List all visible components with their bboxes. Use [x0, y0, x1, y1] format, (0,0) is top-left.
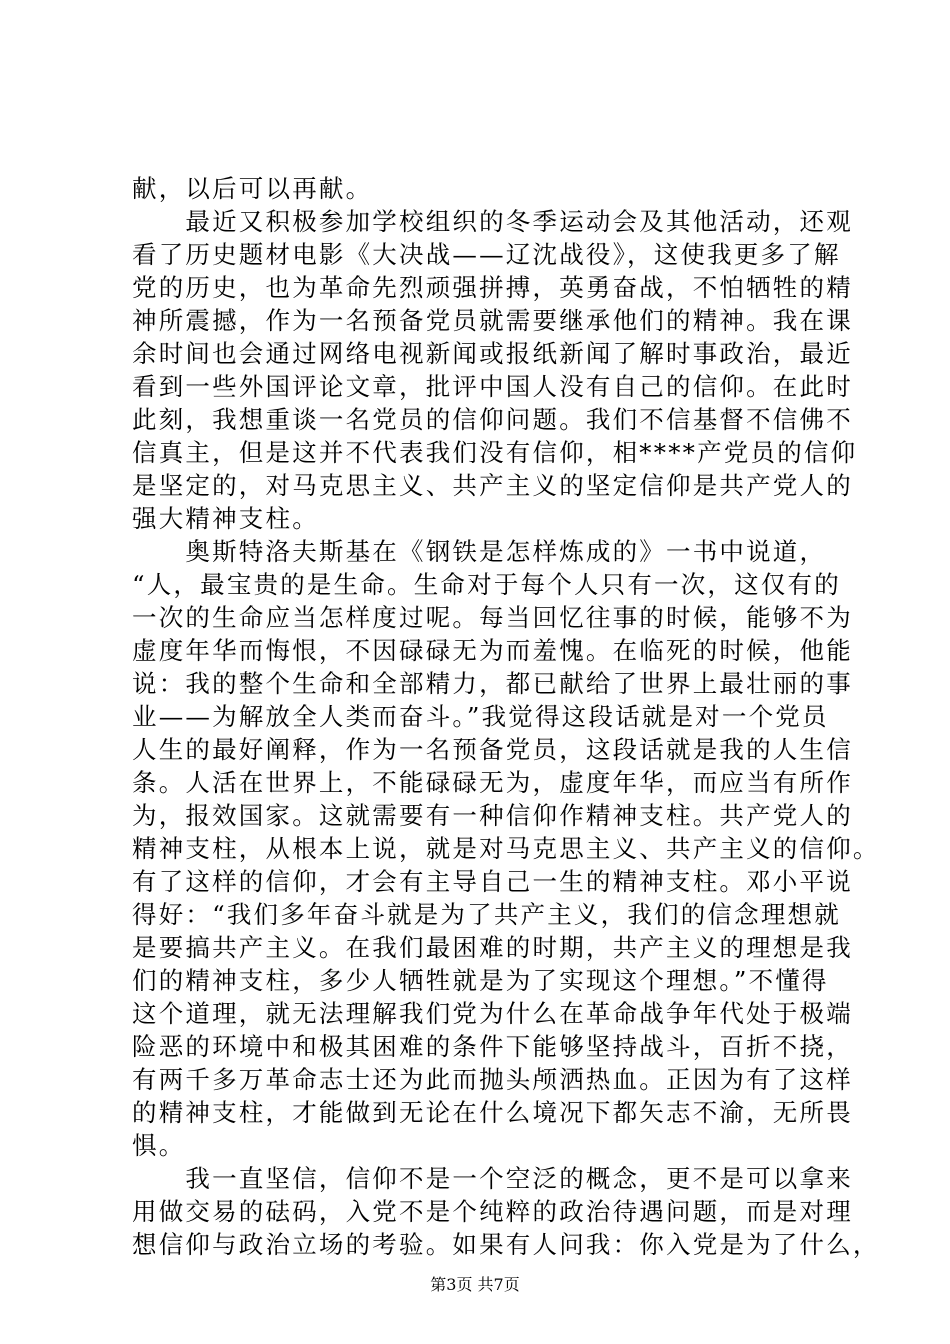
text-line: 说：我的整个生命和全部精力，都已献给了世界上最壮丽的事: [132, 669, 853, 698]
text-line: 我一直坚信，信仰不是一个空泛的概念，更不是可以拿来: [132, 1164, 853, 1193]
text-line: 看到一些外国评论文章，批评中国人没有自己的信仰。在此时: [132, 372, 853, 401]
text-line: 此刻，我想重谈一名党员的信仰问题。我们不信基督不信佛不: [132, 405, 853, 434]
text-line: 得好：“我们多年奋斗就是为了共产主义，我们的信念理想就: [132, 900, 841, 929]
text-line: 最近又积极参加学校组织的冬季运动会及其他活动，还观: [132, 207, 853, 236]
text-line: 看了历史题材电影《大决战——辽沈战役》，这使我更多了解: [132, 240, 841, 269]
text-line: 想信仰与政治立场的考验。如果有人问我：你入党是为了什么，: [132, 1230, 880, 1259]
text-line: 为，报效国家。这就需要有一种信仰作精神支柱。共产党人的: [132, 801, 853, 830]
text-line: 神所震撼，作为一名预备党员就需要继承他们的精神。我在课: [132, 306, 853, 335]
text-line: 业——为解放全人类而奋斗。”我觉得这段话就是对一个党员: [132, 702, 829, 731]
text-line: “人，最宝贵的是生命。生命对于每个人只有一次，这仅有的: [132, 570, 841, 599]
text-line: 余时间也会通过网络电视新闻或报纸新闻了解时事政治，最近: [132, 339, 853, 368]
text-line: 虚度年华而悔恨，不因碌碌无为而羞愧。在临死的时候，他能: [132, 636, 853, 665]
text-line: 们的精神支柱，多少人牺牲就是为了实现这个理想。”不懂得: [132, 966, 829, 995]
text-line: 险恶的环境中和极其困难的条件下能够坚持战斗，百折不挠，: [132, 1032, 853, 1061]
text-line: 惧。: [132, 1131, 186, 1160]
text-line: 献，以后可以再献。: [132, 174, 373, 203]
text-line: 条。人活在世界上，不能碌碌无为，虚度年华，而应当有所作: [132, 768, 853, 797]
text-line: 是要搞共产主义。在我们最困难的时期，共产主义的理想是我: [132, 933, 853, 962]
text-line: 是坚定的，对马克思主义、共产主义的坚定信仰是共产党人的: [132, 471, 853, 500]
text-line: 用做交易的砝码，入党不是个纯粹的政治待遇问题，而是对理: [132, 1197, 853, 1226]
text-line: 一次的生命应当怎样度过呢。每当回忆往事的时候，能够不为: [132, 603, 853, 632]
text-line: 精神支柱，从根本上说，就是对马克思主义、共产主义的信仰。: [132, 834, 880, 863]
text-line: 信真主，但是这并不代表我们没有信仰，相****产党员的信仰: [132, 438, 858, 467]
text-line: 党的历史，也为革命先烈顽强拼搏，英勇奋战，不怕牺牲的精: [132, 273, 853, 302]
text-line: 有两千多万革命志士还为此而抛头颅洒热血。正因为有了这样: [132, 1065, 853, 1094]
text-line: 这个道理，就无法理解我们党为什么在革命战争年代处于极端: [132, 999, 853, 1028]
text-line: 奥斯特洛夫斯基在《钢铁是怎样炼成的》一书中说道，: [132, 537, 827, 566]
text-line: 人生的最好阐释，作为一名预备党员，这段话就是我的人生信: [132, 735, 853, 764]
text-line: 的精神支柱，才能做到无论在什么境况下都矢志不渝，无所畏: [132, 1098, 853, 1127]
page-footer: 第3页 共7页: [430, 1275, 520, 1294]
text-line: 强大精神支柱。: [132, 504, 319, 533]
text-line: 有了这样的信仰，才会有主导自己一生的精神支柱。邓小平说: [132, 867, 853, 896]
